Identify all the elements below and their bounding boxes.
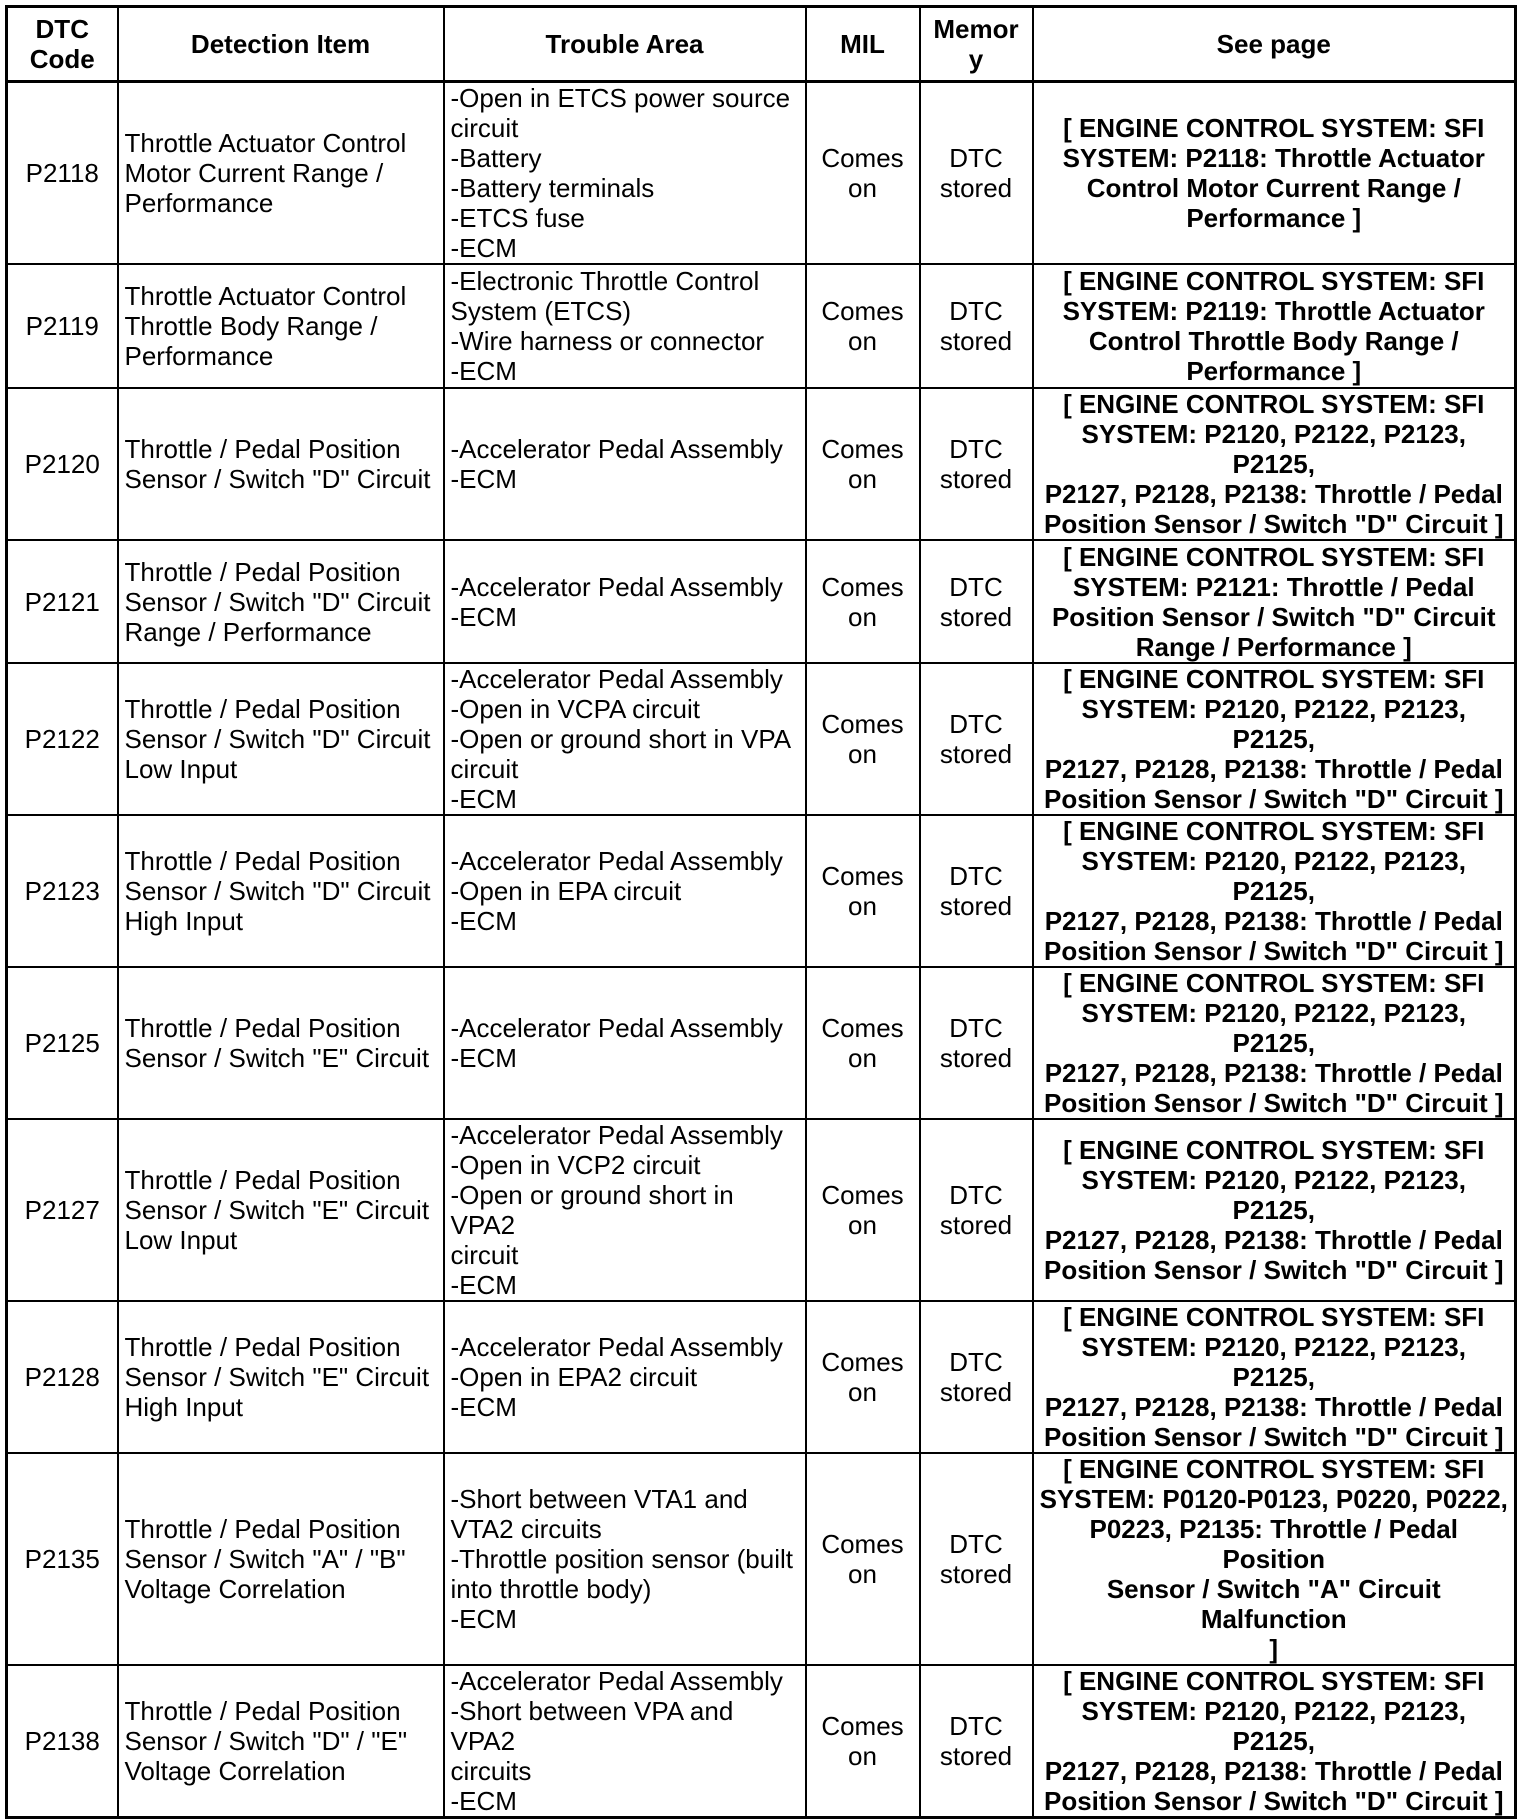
memory-cell (920, 82, 1033, 265)
mil-cell (806, 264, 920, 388)
trouble-area-line: -Accelerator Pedal Assembly (450, 664, 783, 694)
trouble-area-line: VTA2 circuits (450, 1514, 602, 1544)
mil-line: Comes (821, 143, 904, 173)
table-row (7, 1119, 1516, 1301)
trouble-area-line: -Open in VCPA circuit (450, 694, 701, 724)
trouble-area-cell (444, 388, 806, 540)
see-page-line: P2127, P2128, P2138: Throttle / Pedal (1044, 754, 1503, 784)
detection-item-line: High Input (124, 1392, 244, 1422)
trouble-area-line: -ECM (450, 1043, 517, 1073)
table-row (7, 1453, 1516, 1665)
detection-item-cell (118, 1453, 444, 1665)
see-page-line: SYSTEM: P2120, P2122, P2123, P2125, (1081, 694, 1466, 754)
trouble-area-cell (444, 1453, 806, 1665)
see-page-cell (1033, 264, 1516, 388)
header-row (7, 7, 1516, 82)
table-row (7, 967, 1516, 1119)
detection-item-line: Throttle Actuator Control (124, 128, 407, 158)
see-page-line: P2127, P2128, P2138: Throttle / Pedal (1044, 1392, 1503, 1422)
detection-item-line: Performance (124, 188, 274, 218)
detection-item-line: Throttle / Pedal Position (124, 1013, 401, 1043)
memory-line: DTC (949, 709, 1003, 739)
trouble-area-cell (444, 82, 806, 265)
trouble-area-cell (444, 967, 806, 1119)
see-page-line: [ ENGINE CONTROL SYSTEM: SFI (1063, 113, 1485, 143)
detection-item-line: Motor Current Range / (124, 158, 384, 188)
mil-line: Comes (821, 1013, 904, 1043)
mil-line: on (848, 1741, 877, 1771)
detection-item-line: Voltage Correlation (124, 1574, 346, 1604)
detection-item-line: Sensor / Switch "E" Circuit (124, 1362, 430, 1392)
dtc-code-cell: P2119 (7, 264, 118, 388)
detection-item-line: Performance (124, 341, 274, 371)
detection-item-line: Throttle / Pedal Position (124, 1696, 401, 1726)
memory-line: DTC (949, 861, 1003, 891)
memory-line: stored (939, 1559, 1013, 1589)
see-page-cell (1033, 967, 1516, 1119)
memory-line: stored (939, 326, 1013, 356)
see-page-line: Position Sensor / Switch "D" Circuit ] (1044, 1786, 1504, 1816)
memory-cell (920, 1453, 1033, 1665)
see-page-line: [ ENGINE CONTROL SYSTEM: SFI (1063, 541, 1485, 572)
see-page-line: [ ENGINE CONTROL SYSTEM: SFI (1063, 1454, 1485, 1484)
see-page-line: Position Sensor / Switch "D" Circuit ] (1044, 1422, 1504, 1452)
see-page-line: SYSTEM: P2120, P2122, P2123, P2125, (1081, 998, 1466, 1058)
detection-item-line: Throttle / Pedal Position (124, 556, 401, 587)
mil-cell (806, 1453, 920, 1665)
header-see-page: See page (1033, 7, 1516, 82)
detection-item-line: Range / Performance (124, 616, 372, 647)
see-page-line: SYSTEM: P2120, P2122, P2123, P2125, (1081, 419, 1466, 479)
see-page-line: Position Sensor / Switch "D" Circuit ] (1044, 1255, 1504, 1285)
trouble-area-line: -ECM (450, 1392, 517, 1422)
header-memory: Memory (920, 7, 1033, 82)
memory-line: stored (939, 1741, 1013, 1771)
trouble-area-cell (444, 815, 806, 967)
header-dtc-code-line: DTC (35, 14, 89, 44)
detection-item-line: Throttle Body Range / (124, 311, 378, 341)
mil-line: Comes (821, 1180, 904, 1210)
dtc-code-cell: P2120 (7, 388, 118, 540)
trouble-area-line: -Accelerator Pedal Assembly (450, 434, 783, 464)
trouble-area-cell (444, 1119, 806, 1301)
memory-line: stored (939, 739, 1013, 769)
trouble-area-line: -Accelerator Pedal Assembly (450, 1120, 783, 1150)
header-dtc-code-line: Code (29, 44, 95, 74)
see-page-line: Position Sensor / Switch "D" Circuit ] (1044, 509, 1504, 539)
see-page-line: SYSTEM: P0120-P0123, P0220, P0222, (1039, 1484, 1508, 1514)
trouble-area-line: into throttle body) (450, 1574, 652, 1604)
table-row (7, 82, 1516, 265)
mil-cell (806, 663, 920, 815)
see-page-cell (1033, 1301, 1516, 1453)
see-page-line: [ ENGINE CONTROL SYSTEM: SFI (1063, 389, 1485, 419)
dtc-code-cell: P2138 (7, 1665, 118, 1818)
detection-item-line: Sensor / Switch "D" / "E" (124, 1726, 408, 1756)
trouble-area-line: -Wire harness or connector (450, 326, 765, 356)
trouble-area-cell (444, 1665, 806, 1818)
detection-item-cell (118, 815, 444, 967)
dtc-code-cell: P2127 (7, 1119, 118, 1301)
mil-cell (806, 1301, 920, 1453)
see-page-line: [ ENGINE CONTROL SYSTEM: SFI (1063, 1135, 1485, 1165)
see-page-line: Position Sensor / Switch "D" Circuit (1051, 601, 1496, 632)
mil-line: on (848, 464, 877, 494)
memory-line: stored (939, 601, 1013, 632)
memory-cell (920, 1301, 1033, 1453)
detection-item-cell (118, 82, 444, 265)
memory-cell (920, 1119, 1033, 1301)
mil-cell (806, 540, 920, 663)
trouble-area-line: -ECM (450, 906, 517, 936)
dtc-code-cell: P2118 (7, 82, 118, 265)
see-page-line: Position Sensor / Switch "D" Circuit ] (1044, 1088, 1504, 1118)
memory-line: DTC (949, 434, 1003, 464)
mil-line: on (848, 326, 877, 356)
mil-line: Comes (821, 571, 904, 602)
detection-item-line: Sensor / Switch "D" Circuit (124, 464, 431, 494)
trouble-area-line: -Open in EPA circuit (450, 876, 682, 906)
table-row (7, 1665, 1516, 1818)
trouble-area-line: circuit (450, 1240, 519, 1270)
mil-cell (806, 82, 920, 265)
see-page-line: Position Sensor / Switch "D" Circuit ] (1044, 784, 1504, 814)
see-page-line: SYSTEM: P2120, P2122, P2123, P2125, (1081, 1696, 1466, 1756)
see-page-line: SYSTEM: P2120, P2122, P2123, P2125, (1081, 846, 1466, 906)
see-page-line: SYSTEM: P2119: Throttle Actuator (1062, 296, 1485, 326)
mil-cell (806, 967, 920, 1119)
header-trouble-area: Trouble Area (444, 7, 806, 82)
memory-cell (920, 815, 1033, 967)
detection-item-line: Throttle / Pedal Position (124, 1165, 401, 1195)
trouble-area-cell (444, 1301, 806, 1453)
detection-item-line: Voltage Correlation (124, 1756, 346, 1786)
trouble-area-line: circuits (450, 1756, 532, 1786)
detection-item-line: High Input (124, 906, 244, 936)
mil-cell (806, 388, 920, 540)
see-page-line: [ ENGINE CONTROL SYSTEM: SFI (1063, 664, 1485, 694)
detection-item-cell (118, 967, 444, 1119)
trouble-area-line: -Battery terminals (450, 173, 655, 203)
see-page-line: SYSTEM: P2120, P2122, P2123, P2125, (1081, 1332, 1466, 1392)
trouble-area-line: -Open in EPA2 circuit (450, 1362, 698, 1392)
memory-line: DTC (949, 1180, 1003, 1210)
see-page-line: [ ENGINE CONTROL SYSTEM: SFI (1063, 1666, 1485, 1696)
dtc-code-cell: P2135 (7, 1453, 118, 1665)
mil-line: Comes (821, 709, 904, 739)
trouble-area-line: -Throttle position sensor (built (450, 1544, 793, 1574)
memory-line: DTC (949, 1347, 1003, 1377)
see-page-line: SYSTEM: P2120, P2122, P2123, P2125, (1081, 1165, 1466, 1225)
detection-item-cell (118, 264, 444, 388)
detection-item-line: Low Input (124, 754, 238, 784)
trouble-area-line: -Open in VCP2 circuit (450, 1150, 701, 1180)
trouble-area-cell (444, 663, 806, 815)
see-page-line: [ ENGINE CONTROL SYSTEM: SFI (1063, 1302, 1485, 1332)
trouble-area-line: -Accelerator Pedal Assembly (450, 846, 783, 876)
mil-line: Comes (821, 1347, 904, 1377)
see-page-line: P2127, P2128, P2138: Throttle / Pedal (1044, 1225, 1503, 1255)
mil-line: on (848, 1043, 877, 1073)
memory-line: stored (939, 1377, 1013, 1407)
table-row (7, 264, 1516, 388)
memory-cell (920, 1665, 1033, 1818)
memory-cell (920, 264, 1033, 388)
trouble-area-line: System (ETCS) (450, 296, 632, 326)
header-dtc-code (7, 7, 118, 82)
trouble-area-line: -ECM (450, 601, 517, 632)
see-page-line: Control Motor Current Range / (1086, 173, 1461, 203)
see-page-cell (1033, 815, 1516, 967)
see-page-cell (1033, 388, 1516, 540)
see-page-line: [ ENGINE CONTROL SYSTEM: SFI (1063, 266, 1485, 296)
memory-line: stored (939, 1210, 1013, 1240)
see-page-line: P2127, P2128, P2138: Throttle / Pedal (1044, 1058, 1503, 1088)
memory-line: DTC (949, 143, 1003, 173)
trouble-area-line: -ECM (450, 1786, 517, 1816)
trouble-area-cell (444, 264, 806, 388)
trouble-area-line: -Short between VPA and VPA2 (450, 1696, 734, 1756)
detection-item-line: Throttle / Pedal Position (124, 1332, 401, 1362)
see-page-line: P2127, P2128, P2138: Throttle / Pedal (1044, 906, 1503, 936)
trouble-area-line: -ECM (450, 464, 517, 494)
detection-item-line: Sensor / Switch "D" Circuit (124, 876, 431, 906)
mil-cell (806, 1119, 920, 1301)
dtc-table-body (7, 82, 1516, 1818)
see-page-line: Control Throttle Body Range / (1088, 326, 1459, 356)
trouble-area-line: -ECM (450, 784, 517, 814)
detection-item-cell (118, 663, 444, 815)
see-page-cell (1033, 1453, 1516, 1665)
detection-item-line: Throttle Actuator Control (124, 281, 407, 311)
trouble-area-line: -Open in ETCS power source (450, 83, 791, 113)
detection-item-line: Throttle / Pedal Position (124, 1514, 401, 1544)
trouble-area-line: -Accelerator Pedal Assembly (450, 571, 783, 602)
trouble-area-line: -Open or ground short in VPA2 (450, 1180, 734, 1240)
mil-line: on (848, 1210, 877, 1240)
see-page-cell (1033, 1119, 1516, 1301)
see-page-cell (1033, 1665, 1516, 1818)
memory-line: DTC (949, 1711, 1003, 1741)
detection-item-line: Sensor / Switch "D" Circuit (124, 586, 431, 617)
detection-item-cell (118, 1665, 444, 1818)
detection-item-cell (118, 1119, 444, 1301)
trouble-area-line: circuit (450, 754, 519, 784)
memory-cell (920, 388, 1033, 540)
trouble-area-cell (444, 540, 806, 663)
trouble-area-line: -Accelerator Pedal Assembly (450, 1666, 783, 1696)
see-page-line: ] (1269, 1634, 1279, 1664)
mil-line: on (848, 739, 877, 769)
header-detection-item: Detection Item (118, 7, 444, 82)
trouble-area-line: -Battery (450, 143, 542, 173)
header-mil: MIL (806, 7, 920, 82)
detection-item-line: Low Input (124, 1225, 238, 1255)
dtc-code-cell: P2125 (7, 967, 118, 1119)
detection-item-line: Sensor / Switch "D" Circuit (124, 724, 431, 754)
memory-cell (920, 540, 1033, 663)
table-row (7, 388, 1516, 540)
detection-item-line: Throttle / Pedal Position (124, 846, 401, 876)
see-page-line: [ ENGINE CONTROL SYSTEM: SFI (1063, 968, 1485, 998)
memory-line: stored (939, 891, 1013, 921)
memory-line: stored (939, 173, 1013, 203)
trouble-area-line: -ECM (450, 356, 517, 386)
detection-item-cell (118, 1301, 444, 1453)
mil-line: Comes (821, 296, 904, 326)
mil-line: on (848, 173, 877, 203)
trouble-area-line: -Open or ground short in VPA (450, 724, 792, 754)
trouble-area-line: -ECM (450, 233, 517, 263)
see-page-cell (1033, 663, 1516, 815)
trouble-area-line: -ETCS fuse (450, 203, 585, 233)
table-row (7, 540, 1516, 663)
see-page-line: Range / Performance ] (1135, 631, 1412, 662)
memory-cell (920, 967, 1033, 1119)
detection-item-line: Throttle / Pedal Position (124, 694, 401, 724)
see-page-line: P2127, P2128, P2138: Throttle / Pedal (1044, 479, 1503, 509)
mil-line: on (848, 891, 877, 921)
table-row (7, 815, 1516, 967)
detection-item-line: Sensor / Switch "E" Circuit (124, 1043, 430, 1073)
detection-item-line: Throttle / Pedal Position (124, 434, 401, 464)
mil-line: on (848, 1377, 877, 1407)
detection-item-line: Sensor / Switch "A" / "B" (124, 1544, 406, 1574)
detection-item-line: Sensor / Switch "E" Circuit (124, 1195, 430, 1225)
dtc-code-cell: P2128 (7, 1301, 118, 1453)
mil-line: Comes (821, 1711, 904, 1741)
table-row (7, 1301, 1516, 1453)
mil-line: Comes (821, 1529, 904, 1559)
see-page-line: SYSTEM: P2118: Throttle Actuator (1062, 143, 1485, 173)
dtc-code-cell: P2122 (7, 663, 118, 815)
table-row (7, 663, 1516, 815)
trouble-area-line: -Electronic Throttle Control (450, 266, 760, 296)
mil-cell (806, 1665, 920, 1818)
mil-cell (806, 815, 920, 967)
trouble-area-line: -Short between VTA1 and (450, 1484, 748, 1514)
see-page-cell (1033, 540, 1516, 663)
memory-line: DTC (949, 296, 1003, 326)
trouble-area-line: circuit (450, 113, 519, 143)
memory-line: DTC (949, 571, 1003, 602)
trouble-area-line: -Accelerator Pedal Assembly (450, 1332, 783, 1362)
dtc-code-cell: P2123 (7, 815, 118, 967)
memory-line: DTC (949, 1529, 1003, 1559)
memory-line: DTC (949, 1013, 1003, 1043)
memory-cell (920, 663, 1033, 815)
see-page-line: Position Sensor / Switch "D" Circuit ] (1044, 936, 1504, 966)
trouble-area-line: -ECM (450, 1604, 517, 1634)
see-page-line: Performance ] (1186, 356, 1362, 386)
dtc-code-cell: P2121 (7, 540, 118, 663)
mil-line: Comes (821, 861, 904, 891)
see-page-line: SYSTEM: P2121: Throttle / Pedal (1072, 571, 1475, 602)
dtc-table (5, 5, 1517, 1819)
detection-item-cell (118, 388, 444, 540)
see-page-line: Sensor / Switch "A" Circuit Malfunction (1106, 1574, 1441, 1634)
see-page-line: Performance ] (1186, 203, 1362, 233)
memory-line: stored (939, 464, 1013, 494)
see-page-cell (1033, 82, 1516, 265)
trouble-area-line: -ECM (450, 1270, 517, 1300)
see-page-line: P2127, P2128, P2138: Throttle / Pedal (1044, 1756, 1503, 1786)
detection-item-cell (118, 540, 444, 663)
trouble-area-line: -Accelerator Pedal Assembly (450, 1013, 783, 1043)
see-page-line: [ ENGINE CONTROL SYSTEM: SFI (1063, 816, 1485, 846)
mil-line: on (848, 1559, 877, 1589)
mil-line: on (848, 601, 877, 632)
memory-line: stored (939, 1043, 1013, 1073)
mil-line: Comes (821, 434, 904, 464)
see-page-line: P0223, P2135: Throttle / Pedal Position (1089, 1514, 1458, 1574)
